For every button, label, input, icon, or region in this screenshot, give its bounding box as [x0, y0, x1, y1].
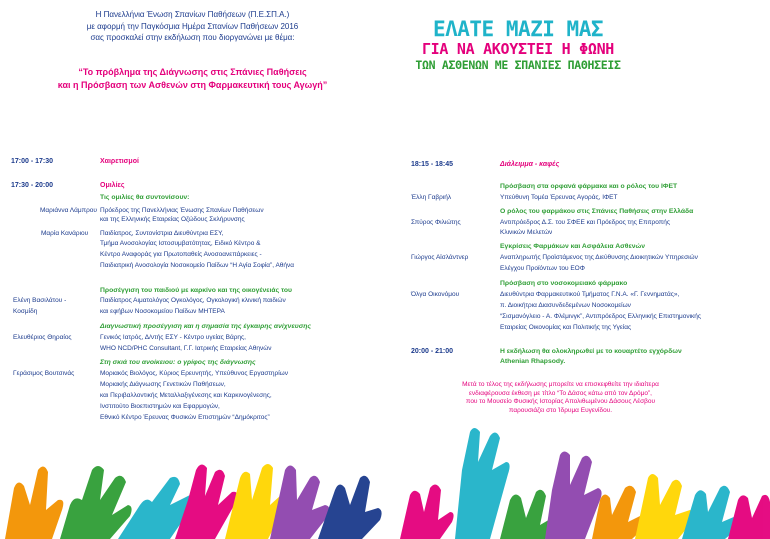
- intro-line: Η Πανελλήνια Ένωση Σπανίων Παθήσεων (Π.Ε.ΣΠ.Α.): [95, 10, 290, 19]
- talk-title: Πρόσβαση στα ορφανά φάρμακα και ο ρόλος του ΙΦΕΤ: [500, 183, 678, 190]
- hand-shape: [545, 452, 602, 539]
- speaker-name: Όλγα Οικονόμου: [411, 291, 460, 298]
- talk-title: Προσέγγιση του παιδιού με καρκίνο και της οικογένειάς του: [100, 287, 292, 294]
- topic-line: και η Πρόσβαση των Ασθενών στη Φαρμακευτική τους Αγωγή”: [57, 80, 328, 90]
- intro-line: σας προσκαλεί στην εκδήλωση που διοργανώνει με θέμα:: [90, 33, 295, 42]
- talk-title: Ο ρόλος του φαρμάκου στις Σπάνιες Παθήσεις στην Ελλάδα: [500, 208, 694, 215]
- speaker-name: Σπύρος Φιλιώτης: [411, 219, 461, 226]
- hand-shape: [60, 466, 132, 539]
- speaker-role: Τμήμα Ανοσολογίας Ιστοσυμβατότητας, Ειδικό Κέντρο &: [100, 240, 261, 247]
- note-line: Μετά το τέλος της εκδήλωσης μπορείτε να επισκεφθείτε την ιδιαίτερα: [462, 381, 659, 388]
- session-time: 17:30 - 20:00: [11, 182, 54, 189]
- headline-line-2: ΓΙΑ ΝΑ ΑΚΟΥΣΤΕΙ Η ΦΩΝΗ: [421, 40, 615, 58]
- talk-title: Διαγνωστική προσέγγιση και η σημασία της έγκαιρης ανίχνευσης: [100, 323, 311, 330]
- hand-shape: [5, 466, 63, 539]
- speaker-role: Παιδιατρική Ανοσολογία Νοσοκομείο Παίδων “Η Αγία Σοφία”, Αθήνα: [100, 262, 295, 269]
- note-line: ενδιαφέρουσα έκθεση με τίτλο “Το Δάσος κάτω από τον Δρόμο”,: [468, 389, 652, 397]
- speaker-role: “Σισμανόγλειο - Α. Φλέμινγκ”, Αντιπρόεδρος Ελληνικής Επιστημονικής: [500, 313, 702, 320]
- speaker-role: και της Ελληνικής Εταιρείας Οζώδους Σκλήρυνσης: [100, 216, 245, 223]
- speaker-role: Κλινικών Μελετών: [500, 229, 553, 236]
- hand-shape: [270, 466, 329, 539]
- moderators-label: Τις ομιλίες θα συντονίσουν:: [100, 194, 190, 201]
- speaker-role: WHO NCD/PHC Consultant, Γ.Γ. Ιατρικής Εταιρείας Αθηνών: [100, 345, 272, 352]
- talk-title: Πρόσβαση στο νοσοκομειακό φάρμακο: [500, 280, 628, 287]
- hand-shape: [635, 474, 694, 539]
- speaker-role: Κέντρο Αναφοράς για Πρωτοπαθείς Ανοσοανεπάρκειες -: [100, 251, 262, 258]
- session-time: 17:00 - 17:30: [11, 158, 54, 165]
- session-title: Διάλειμμα - καφές: [500, 161, 560, 168]
- speaker-role: Παιδίατρος, Συντονίστρια Διευθύντρια ΕΣΥ,: [100, 230, 224, 237]
- speaker-role: π. Διοικήτρια Διασυνδεδεμένων Νοσοκομείων: [500, 302, 631, 309]
- session-time: 20:00 - 21:00: [411, 348, 454, 355]
- speaker-role: Εταιρείας Οικονομίας και Πολιτικής της Υγείας: [500, 324, 632, 331]
- speaker-role: Αντιπρόεδρος Δ.Σ. του ΣΦΕΕ και Πρόεδρος της Επιτροπής: [500, 219, 670, 226]
- session-title: Ομιλίες: [100, 182, 125, 189]
- speaker-role: Μοριακής Διάγνωσης Γενετικών Παθήσεων,: [100, 381, 226, 388]
- speaker-role: Υπεύθυνη Τομέα Έρευνας Αγοράς, ΙΦΕΤ: [500, 194, 618, 201]
- speaker-role: Παιδίατρος Αιματολόγος Ογκολόγος, Ογκολογική κλινική παιδιών: [100, 297, 286, 304]
- hand-shape: [728, 495, 770, 539]
- speaker-role: Πρόεδρος της Πανελλήνιας Ένωσης Σπανίων Παθήσεων: [100, 207, 264, 214]
- intro-line: με αφορμή την Παγκόσμια Ημέρα Σπανίων Παθήσεων 2016: [86, 21, 299, 31]
- note-line: που το Μουσείο Φυσικής Ιστορίας Απολιθωμένου Δάσους Λέσβου: [465, 398, 656, 406]
- speaker-role: Εθνικό Κέντρο Έρευνας Φυσικών Επιστημών “Δημόκριτος”: [100, 414, 270, 421]
- speaker-name: Γεράσιμος Βουτσινάς: [13, 370, 75, 377]
- speaker-role: και Περιβαλλοντικής Μεταλλαξιγένεσης και Καρκινογένεσης,: [100, 392, 272, 399]
- speaker-role: Μοριακός Βιολόγος, Κύριος Ερευνητής, Υπεύθυνος Εργαστηρίων: [100, 370, 288, 377]
- speaker-name: Μαρία Κανάριου: [41, 230, 89, 237]
- speaker-name: Μαριάννα Λάμπρου: [40, 207, 97, 214]
- speaker-role: και εφήβων Νοσοκομείου Παίδων ΜΗΤΕΡΑ: [100, 308, 225, 315]
- speaker-role: Γενικός Ιατρός, Δ/ντής ΕΣΥ - Κέντρο υγείας Βάρης,: [100, 334, 246, 341]
- hand-shape: [455, 428, 510, 539]
- topic-line: “Το πρόβλημα της Διάγνωσης στις Σπάνιες Παθήσεις: [78, 67, 307, 77]
- talk-title: Εγκρίσεις Φαρμάκων και Ασφάλεια Ασθενών: [500, 243, 645, 250]
- talk-title: Στη σκιά του ανοίκειου: ο γρίφος της διάγνωσης: [100, 359, 256, 366]
- speaker-role: Ινστιτούτο Βιοεπιστημών και Εφαρμογών,: [100, 403, 220, 410]
- closing-text: Athenian Rhapsody.: [500, 358, 566, 365]
- speaker-name: Κοσμίδη: [13, 308, 38, 315]
- headline-line-1: ΕΛΑΤΕ ΜΑΖΙ ΜΑΣ: [432, 17, 603, 41]
- speaker-name: Έλλη Γαβριήλ: [411, 194, 452, 201]
- session-time: 18:15 - 18:45: [411, 161, 454, 168]
- hand-shape: [400, 484, 454, 539]
- speaker-name: Γιώργος Αϊσλάντνερ: [411, 254, 469, 261]
- headline-line-3: ΤΩΝ ΑΣΘΕΝΩΝ ΜΕ ΣΠΑΝΙΕΣ ΠΑΘΗΣΕΙΣ: [415, 58, 621, 72]
- closing-text: Η εκδήλωση θα ολοκληρωθεί με το κουαρτέτο εγχόρδων: [500, 348, 682, 355]
- note-line: παρουσιάζει στο Ίδρυμα Ευγενίδου.: [508, 406, 613, 414]
- speaker-name: Ελευθέριος Θηραίος: [13, 334, 72, 341]
- speaker-name: Ελένη Βασιλάτου -: [13, 297, 67, 304]
- session-title: Χαιρετισμοί: [100, 158, 139, 165]
- speaker-role: Διευθύντρια Φαρμακευτικού Τμήματος Γ.Ν.Α. «Γ. Γεννηματάς»,: [500, 291, 680, 298]
- speaker-role: Αναπληρωτής Προϊστάμενος της Διεύθυνσης Διοικητικών Υπηρεσιών: [500, 254, 698, 261]
- speaker-role: Ελέγχου Προϊόντων του ΕΟΦ: [500, 265, 585, 272]
